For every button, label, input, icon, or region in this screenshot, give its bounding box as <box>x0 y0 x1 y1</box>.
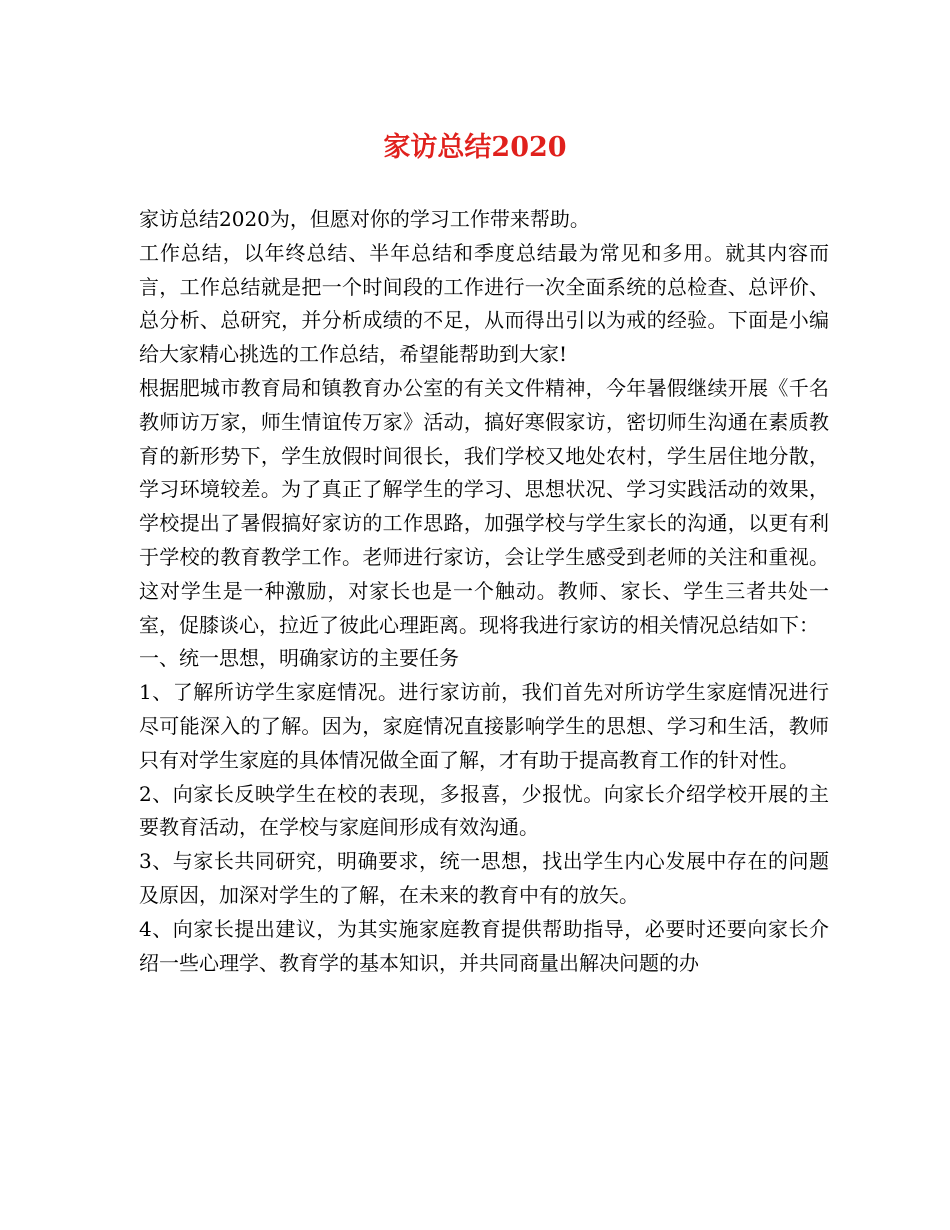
paragraph-intro: 家访总结2020为，但愿对你的学习工作带来帮助。 <box>139 207 590 231</box>
list-item-3: 3、与家长共同研究，明确要求，统一思想，找出学生内心发展中存在的问题及原因，加深对学生的了解，在未来的教育中有的放矢。 <box>139 849 829 907</box>
paragraph-summary-definition: 工作总结，以年终总结、半年总结和季度总结最为常见和多用。就其内容而言，工作总结就是把一个时间段的工作进行一次全面系统的总检查、总评价、总分析、总研究，并分析成绩的不足，从而得出引以为戒的经验。下面是小编给大家精心挑选的工作总结，希望能帮助到大家! <box>139 240 829 367</box>
paragraph-background: 根据肥城市教育局和镇教育办公室的有关文件精神，今年暑假继续开展《千名教师访万家，师生情谊传万家》活动，搞好寒假家访，密切师生沟通在素质教育的新形势下，学生放假时间很长，我们学校又地处农村，学生居住地分散，学习环境较差。为了真正了解学生的学习、思想状况、学习实践活动的效果，学校提出了暑假搞好家访的工作思路，加强学校与学生家长的沟通，以更有利于学校的教育教学工作。老师进行家访，会让学生感受到老师的关注和重视。这对学生是一种激励，对家长也是一个触动。教师、家长、学生三者共处一室，促膝谈心，拉近了彼此心理距离。现将我进行家访的相关情况总结如下： <box>139 375 829 637</box>
list-item-4: 4、向家长提出建议，为其实施家庭教育提供帮助指导，必要时还要向家长介绍一些心理学、教育学的基本知识，并共同商量出解决问题的办 <box>139 916 829 975</box>
document-title: 家访总结2020 <box>383 132 567 163</box>
section-heading: 一、统一思想，明确家访的主要任务 <box>139 646 459 671</box>
document-body <box>139 203 829 980</box>
list-item-2: 2、向家长反映学生在校的表现，多报喜，少报忧。向家长介绍学校开展的主要教育活动，在学校与家庭间形成有效沟通。 <box>139 781 829 840</box>
list-item-1: 1、了解所访学生家庭情况。进行家访前，我们首先对所访学生家庭情况进行尽可能深入的了解。因为，家庭情况直接影响学生的思想、学习和生活，教师只有对学生家庭的具体情况做全面了解，才有助于提高教育工作的针对性。 <box>139 680 829 772</box>
